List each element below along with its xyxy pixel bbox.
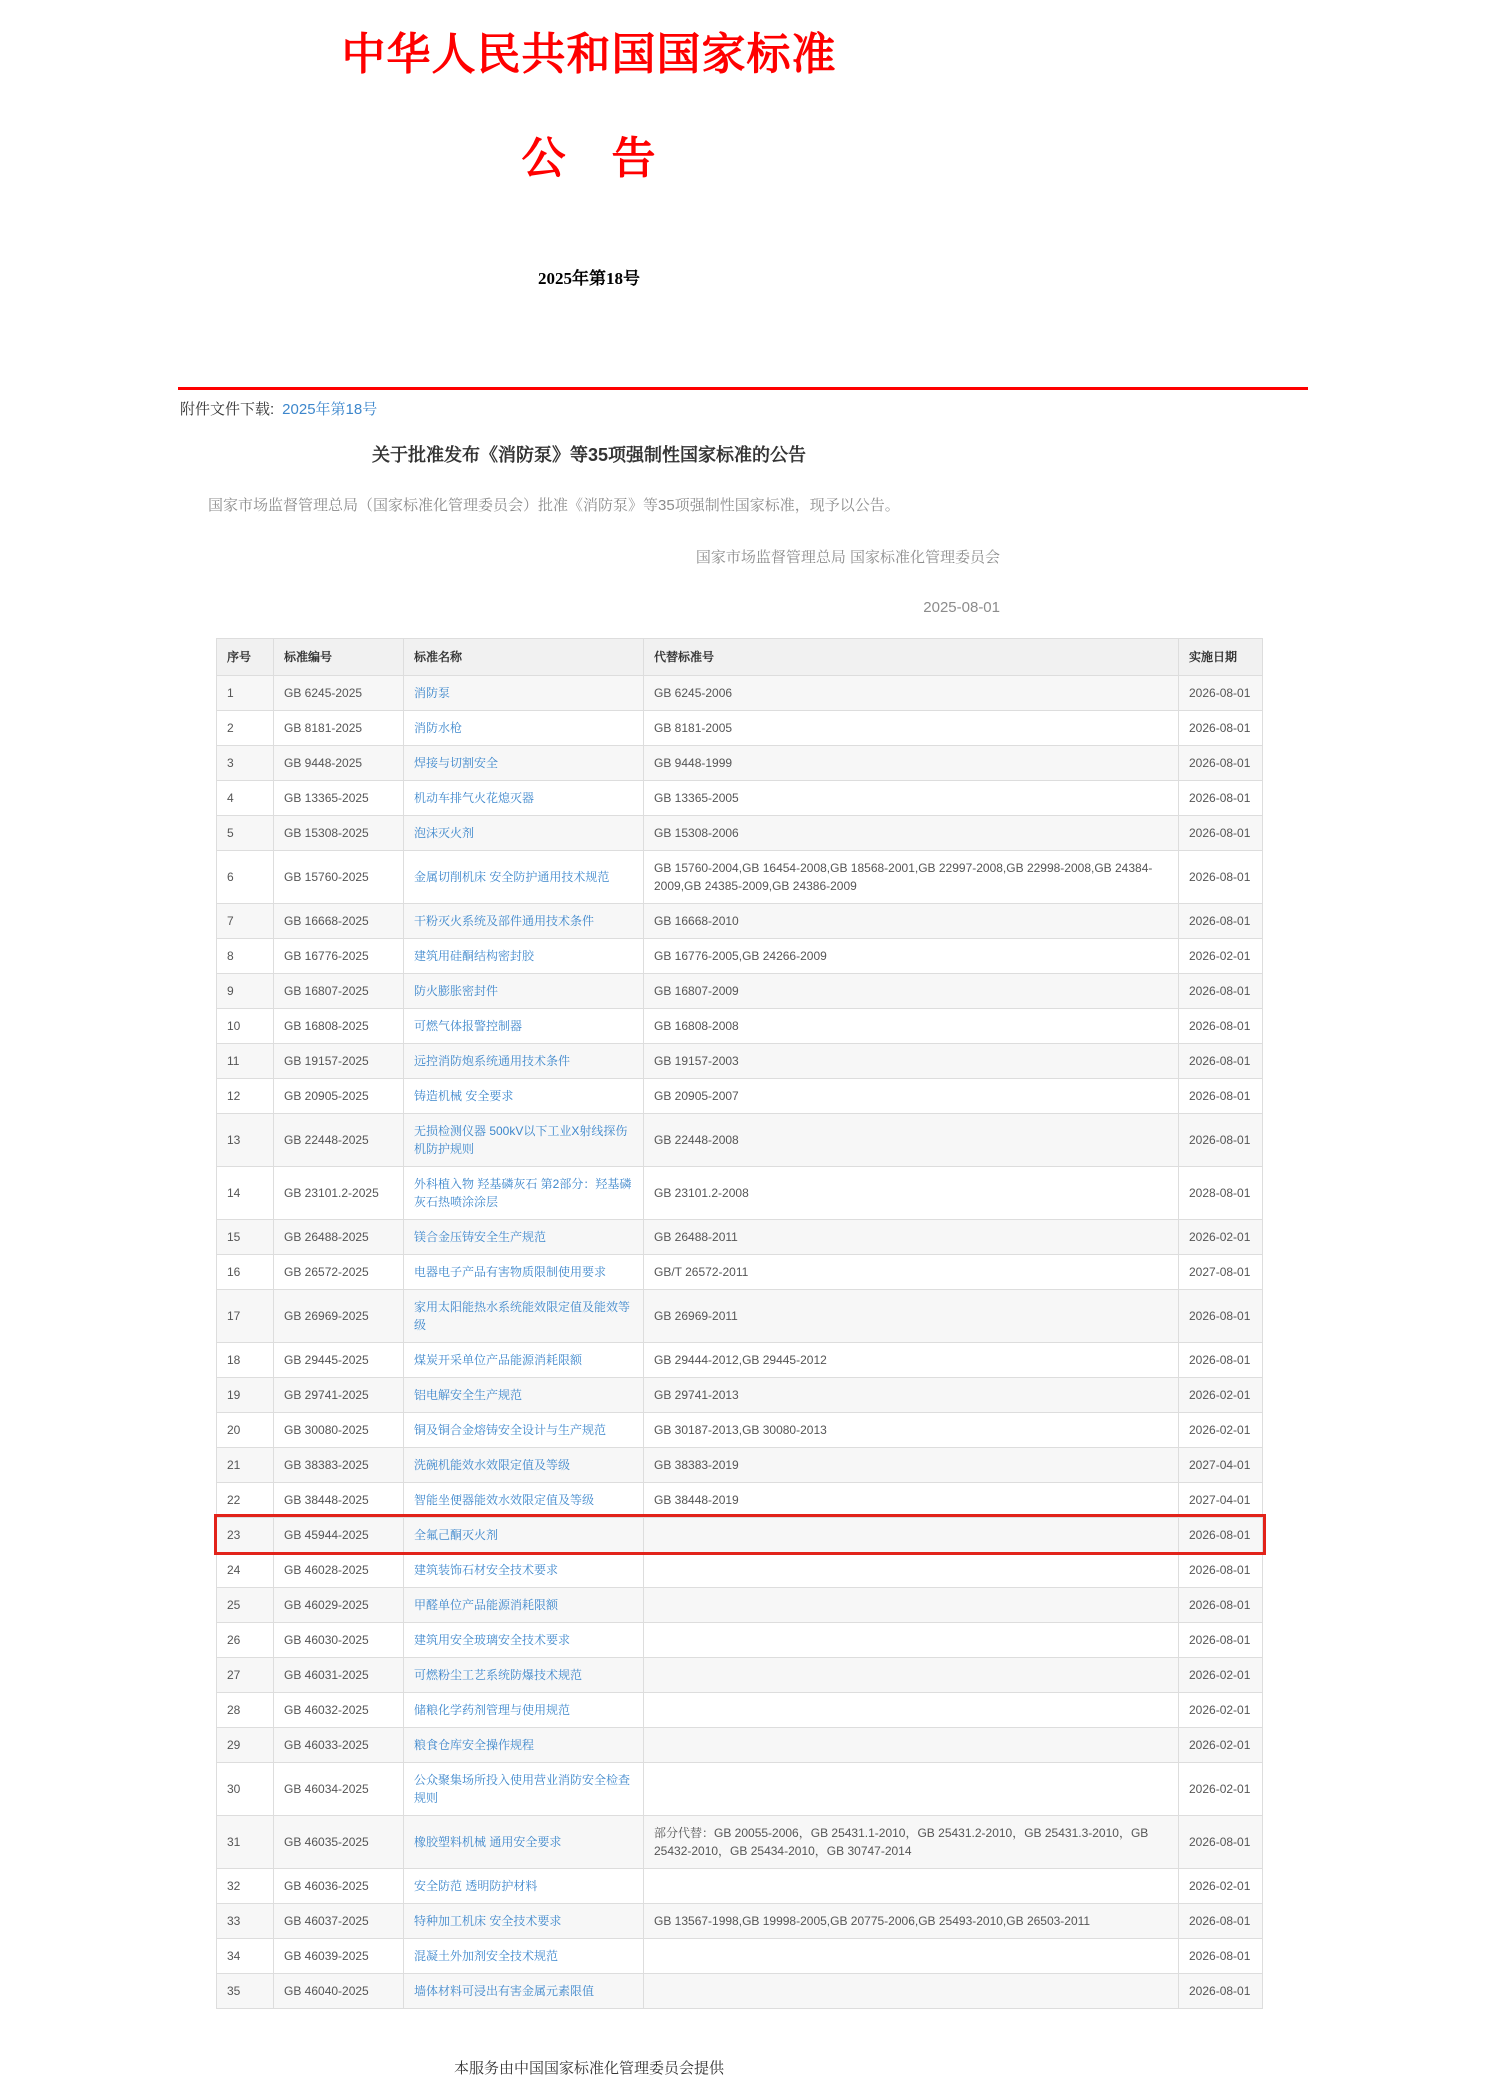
replaced-standards: GB 6245-2006 xyxy=(644,675,1179,710)
replaced-standards xyxy=(644,1552,1179,1587)
replaced-standards: GB 15760-2004,GB 16454-2008,GB 18568-2001,GB 22997-2008,GB 22998-2008,GB 24384-2009,GB 24385-2009,GB 24386-2009 xyxy=(644,850,1179,903)
standard-name-cell xyxy=(404,1447,644,1482)
standard-name-cell xyxy=(404,710,644,745)
announcement-paragraph: 国家市场监督管理总局（国家标准化管理委员会）批准《消防泵》等35项强制性国家标准，现予以公告。 xyxy=(208,497,900,514)
row-number: 23 xyxy=(217,1517,274,1552)
standard-code: GB 16808-2025 xyxy=(274,1008,404,1043)
standard-code: GB 26969-2025 xyxy=(274,1289,404,1342)
table-row xyxy=(217,938,1263,973)
replaced-standards xyxy=(644,1587,1179,1622)
implementation-date: 2026-08-01 xyxy=(1179,1622,1263,1657)
standard-name-cell xyxy=(404,1815,644,1868)
row-number: 35 xyxy=(217,1973,274,2008)
table-row xyxy=(217,1254,1263,1289)
standard-name-cell xyxy=(404,1078,644,1113)
standard-code: GB 29741-2025 xyxy=(274,1377,404,1412)
replaced-standards: GB 9448-1999 xyxy=(644,745,1179,780)
announcement-block xyxy=(178,441,1000,616)
row-number: 4 xyxy=(217,780,274,815)
standard-name-cell xyxy=(404,1412,644,1447)
standard-name-link[interactable]: 泡沫灭火剂 xyxy=(414,825,475,840)
standard-name-cell xyxy=(404,850,644,903)
row-number: 31 xyxy=(217,1815,274,1868)
replaced-standards: GB 16776-2005,GB 24266-2009 xyxy=(644,938,1179,973)
table-row xyxy=(217,1815,1263,1868)
replaced-standards: GB 29444-2012,GB 29445-2012 xyxy=(644,1342,1179,1377)
standard-code: GB 46031-2025 xyxy=(274,1657,404,1692)
row-number: 3 xyxy=(217,745,274,780)
replaced-standards: GB 16668-2010 xyxy=(644,903,1179,938)
standard-name-link[interactable]: 镁合金压铸安全生产规范 xyxy=(414,1229,547,1244)
table-row xyxy=(217,745,1263,780)
table-row xyxy=(217,1903,1263,1938)
standard-name-cell xyxy=(404,1289,644,1342)
standard-name-link[interactable]: 外科植入物 羟基磷灰石 第2部分：羟基磷灰石热喷涂涂层 xyxy=(414,1176,632,1209)
row-number: 19 xyxy=(217,1377,274,1412)
row-number: 32 xyxy=(217,1868,274,1903)
table-row xyxy=(217,1289,1263,1342)
attachment-label: 附件文件下载: xyxy=(180,401,275,418)
standard-name-cell xyxy=(404,780,644,815)
row-number: 28 xyxy=(217,1692,274,1727)
replaced-standards: GB 26488-2011 xyxy=(644,1219,1179,1254)
row-number: 34 xyxy=(217,1938,274,1973)
standard-code: GB 16776-2025 xyxy=(274,938,404,973)
replaced-standards xyxy=(644,1762,1179,1815)
standard-name-link[interactable]: 建筑用硅酮结构密封胶 xyxy=(414,948,535,963)
standard-code: GB 38383-2025 xyxy=(274,1447,404,1482)
row-number: 30 xyxy=(217,1762,274,1815)
standard-name-cell xyxy=(404,1517,644,1552)
standard-name-link[interactable]: 远控消防炮系统通用技术条件 xyxy=(414,1053,571,1068)
table-row xyxy=(217,1166,1263,1219)
replaced-standards xyxy=(644,1517,1179,1552)
implementation-date: 2026-08-01 xyxy=(1179,850,1263,903)
table-row xyxy=(217,1342,1263,1377)
implementation-date: 2026-08-01 xyxy=(1179,1552,1263,1587)
standard-name-cell xyxy=(404,745,644,780)
table-row xyxy=(217,1692,1263,1727)
implementation-date: 2028-08-01 xyxy=(1179,1166,1263,1219)
standard-code: GB 46029-2025 xyxy=(274,1587,404,1622)
table-row xyxy=(217,1938,1263,1973)
standard-code: GB 9448-2025 xyxy=(274,745,404,780)
table-row xyxy=(217,1727,1263,1762)
implementation-date: 2026-08-01 xyxy=(1179,973,1263,1008)
standard-code: GB 46039-2025 xyxy=(274,1938,404,1973)
standards-table xyxy=(216,638,1263,2009)
column-header-no: 序号 xyxy=(217,638,274,675)
implementation-date: 2026-08-01 xyxy=(1179,1078,1263,1113)
standard-name-cell xyxy=(404,973,644,1008)
standard-name-link[interactable]: 橡胶塑料机械 通用安全要求 xyxy=(414,1834,562,1849)
table-row xyxy=(217,1762,1263,1815)
row-number: 25 xyxy=(217,1587,274,1622)
footer-text: 本服务由中国国家标准化管理委员会提供 xyxy=(453,2059,724,2077)
replaced-standards: GB 15308-2006 xyxy=(644,815,1179,850)
standard-code: GB 16807-2025 xyxy=(274,973,404,1008)
standard-name-link[interactable]: 墙体材料可浸出有害金属元素限值 xyxy=(414,1983,595,1998)
replaced-standards xyxy=(644,1727,1179,1762)
standard-name-cell xyxy=(404,1377,644,1412)
replaced-standards: GB 8181-2005 xyxy=(644,710,1179,745)
publish-date: 2025-08-01 xyxy=(923,598,1000,616)
table-row xyxy=(217,1973,1263,2008)
standard-name-link[interactable]: 全氟己酮灭火剂 xyxy=(414,1527,499,1542)
table-row xyxy=(217,780,1263,815)
standard-name-cell xyxy=(404,1113,644,1166)
table-row xyxy=(217,973,1263,1008)
implementation-date: 2026-02-01 xyxy=(1179,1692,1263,1727)
table-row xyxy=(217,1008,1263,1043)
replaced-standards: GB 26969-2011 xyxy=(644,1289,1179,1342)
implementation-date: 2026-08-01 xyxy=(1179,903,1263,938)
standard-name-cell xyxy=(404,1903,644,1938)
standard-name-link[interactable]: 混凝土外加剂安全技术规范 xyxy=(414,1948,559,1963)
replaced-standards: GB 23101.2-2008 xyxy=(644,1166,1179,1219)
replaced-standards: GB 38383-2019 xyxy=(644,1447,1179,1482)
replaced-standards xyxy=(644,1657,1179,1692)
standard-name-cell xyxy=(404,938,644,973)
replaced-standards: GB 13567-1998,GB 19998-2005,GB 20775-2006,GB 25493-2010,GB 26503-2011 xyxy=(644,1903,1179,1938)
standard-code: GB 23101.2-2025 xyxy=(274,1166,404,1219)
table-row xyxy=(217,1043,1263,1078)
row-number: 15 xyxy=(217,1219,274,1254)
standards-table-body xyxy=(217,675,1263,2008)
replaced-standards: GB 30187-2013,GB 30080-2013 xyxy=(644,1412,1179,1447)
standard-name-link[interactable]: 焊接与切割安全 xyxy=(414,755,499,770)
row-number: 5 xyxy=(217,815,274,850)
table-row xyxy=(217,815,1263,850)
implementation-date: 2027-04-01 xyxy=(1179,1447,1263,1482)
replaced-standards xyxy=(644,1938,1179,1973)
standard-code: GB 46032-2025 xyxy=(274,1692,404,1727)
standard-name-cell xyxy=(404,675,644,710)
implementation-date: 2026-02-01 xyxy=(1179,1377,1263,1412)
standard-code: GB 30080-2025 xyxy=(274,1412,404,1447)
table-row xyxy=(217,903,1263,938)
replaced-standards: GB 13365-2005 xyxy=(644,780,1179,815)
replaced-standards xyxy=(644,1868,1179,1903)
table-row xyxy=(217,1517,1263,1552)
standard-code: GB 26572-2025 xyxy=(274,1254,404,1289)
standard-name-cell xyxy=(404,1043,644,1078)
standard-name-link[interactable]: 甲醛单位产品能源消耗限额 xyxy=(414,1597,559,1612)
standard-name-link[interactable]: 储粮化学药剂管理与使用规范 xyxy=(414,1702,571,1717)
table-row xyxy=(217,1377,1263,1412)
standard-name-cell xyxy=(404,1166,644,1219)
standard-code: GB 8181-2025 xyxy=(274,710,404,745)
replaced-standards: GB 16808-2008 xyxy=(644,1008,1179,1043)
table-row xyxy=(217,1482,1263,1517)
standard-name-link[interactable]: 建筑用安全玻璃安全技术要求 xyxy=(414,1632,571,1647)
standard-name-link[interactable]: 铸造机械 安全要求 xyxy=(414,1088,514,1103)
standard-name-link[interactable]: 消防泵 xyxy=(414,685,451,700)
standard-code: GB 15308-2025 xyxy=(274,815,404,850)
signature-line: 国家市场监督管理总局 国家标准化管理委员会 xyxy=(695,548,1000,566)
standard-name-cell xyxy=(404,903,644,938)
header-block xyxy=(178,0,1000,289)
standard-name-link[interactable]: 煤炭开采单位产品能源消耗限额 xyxy=(414,1352,583,1367)
standards-table-head xyxy=(217,638,1263,675)
implementation-date: 2027-08-01 xyxy=(1179,1254,1263,1289)
standard-name-link[interactable]: 粮食仓库安全操作规程 xyxy=(414,1737,535,1752)
standard-name-link[interactable]: 建筑装饰石材安全技术要求 xyxy=(414,1562,559,1577)
row-number: 33 xyxy=(217,1903,274,1938)
implementation-date: 2026-02-01 xyxy=(1179,1762,1263,1815)
implementation-date: 2026-08-01 xyxy=(1179,1043,1263,1078)
standard-name-link[interactable]: 铝电解安全生产规范 xyxy=(414,1387,523,1402)
row-number: 13 xyxy=(217,1113,274,1166)
standard-name-link[interactable]: 金属切削机床 安全防护通用技术规范 xyxy=(414,869,610,884)
table-row xyxy=(217,1622,1263,1657)
standard-code: GB 19157-2025 xyxy=(274,1043,404,1078)
row-number: 8 xyxy=(217,938,274,973)
implementation-date: 2026-08-01 xyxy=(1179,1517,1263,1552)
row-number: 10 xyxy=(217,1008,274,1043)
standard-code: GB 46037-2025 xyxy=(274,1903,404,1938)
implementation-date: 2026-08-01 xyxy=(1179,1973,1263,2008)
table-row xyxy=(217,1587,1263,1622)
standard-name-link[interactable]: 机动车排气火花熄灭器 xyxy=(414,790,535,805)
replaced-standards: GB/T 26572-2011 xyxy=(644,1254,1179,1289)
row-number: 1 xyxy=(217,675,274,710)
implementation-date: 2026-08-01 xyxy=(1179,1938,1263,1973)
table-row xyxy=(217,1219,1263,1254)
standard-name-cell xyxy=(404,1973,644,2008)
replaced-standards xyxy=(644,1692,1179,1727)
implementation-date: 2026-02-01 xyxy=(1179,938,1263,973)
implementation-date: 2026-02-01 xyxy=(1179,1868,1263,1903)
standard-name-link[interactable]: 公众聚集场所投入使用营业消防安全检查规则 xyxy=(414,1772,631,1805)
standard-code: GB 13365-2025 xyxy=(274,780,404,815)
replaced-standards: GB 19157-2003 xyxy=(644,1043,1179,1078)
replaced-standards xyxy=(644,1973,1179,2008)
column-header-replaces: 代替标准号 xyxy=(644,638,1179,675)
standard-name-cell xyxy=(404,1692,644,1727)
standard-name-cell xyxy=(404,815,644,850)
standard-name-link[interactable]: 铜及铜合金熔铸安全设计与生产规范 xyxy=(414,1422,607,1437)
implementation-date: 2026-08-01 xyxy=(1179,1903,1263,1938)
row-number: 16 xyxy=(217,1254,274,1289)
table-row xyxy=(217,1657,1263,1692)
table-row xyxy=(217,1447,1263,1482)
standard-code: GB 6245-2025 xyxy=(274,675,404,710)
row-number: 21 xyxy=(217,1447,274,1482)
standard-name-cell xyxy=(404,1657,644,1692)
standard-name-link[interactable]: 家用太阳能热水系统能效限定值及能效等级 xyxy=(414,1299,631,1332)
standard-name-link[interactable]: 防火膨胀密封件 xyxy=(414,983,499,998)
implementation-date: 2026-08-01 xyxy=(1179,1008,1263,1043)
row-number: 20 xyxy=(217,1412,274,1447)
replaced-standards xyxy=(644,1622,1179,1657)
standard-name-link[interactable]: 电器电子产品有害物质限制使用要求 xyxy=(414,1264,607,1279)
standard-name-cell xyxy=(404,1342,644,1377)
row-number: 18 xyxy=(217,1342,274,1377)
implementation-date: 2026-08-01 xyxy=(1179,1587,1263,1622)
row-number: 24 xyxy=(217,1552,274,1587)
page-title: 中华人民共和国国家标准 xyxy=(341,30,837,79)
standard-code: GB 46034-2025 xyxy=(274,1762,404,1815)
implementation-date: 2026-08-01 xyxy=(1179,710,1263,745)
standard-name-cell xyxy=(404,1219,644,1254)
replaced-standards: GB 16807-2009 xyxy=(644,973,1179,1008)
implementation-date: 2026-08-01 xyxy=(1179,815,1263,850)
table-row xyxy=(217,1868,1263,1903)
standard-code: GB 20905-2025 xyxy=(274,1078,404,1113)
standard-name-cell xyxy=(404,1762,644,1815)
implementation-date: 2026-02-01 xyxy=(1179,1219,1263,1254)
standard-name-link[interactable]: 智能坐便器能效水效限定值及等级 xyxy=(414,1492,595,1507)
table-row xyxy=(217,1078,1263,1113)
table-row xyxy=(217,710,1263,745)
standard-name-link[interactable]: 特种加工机床 安全技术要求 xyxy=(414,1913,562,1928)
row-number: 27 xyxy=(217,1657,274,1692)
standard-code: GB 38448-2025 xyxy=(274,1482,404,1517)
table-row xyxy=(217,1113,1263,1166)
issue-number: 2025年第18号 xyxy=(538,269,640,288)
standard-code: GB 45944-2025 xyxy=(274,1517,404,1552)
replaced-standards: GB 22448-2008 xyxy=(644,1113,1179,1166)
standard-code: GB 46035-2025 xyxy=(274,1815,404,1868)
standard-name-link[interactable]: 可燃粉尘工艺系统防爆技术规范 xyxy=(414,1667,583,1682)
replaced-standards: GB 29741-2013 xyxy=(644,1377,1179,1412)
standard-code: GB 22448-2025 xyxy=(274,1113,404,1166)
attachment-link[interactable]: 2025年第18号 xyxy=(282,401,378,418)
column-header-code: 标准编号 xyxy=(274,638,404,675)
standard-code: GB 46036-2025 xyxy=(274,1868,404,1903)
standard-name-link[interactable]: 洗碗机能效水效限定值及等级 xyxy=(414,1457,571,1472)
column-header-date: 实施日期 xyxy=(1179,638,1263,675)
standard-name-cell xyxy=(404,1482,644,1517)
standard-code: GB 46040-2025 xyxy=(274,1973,404,2008)
standard-code: GB 46033-2025 xyxy=(274,1727,404,1762)
standard-name-link[interactable]: 干粉灭火系统及部件通用技术条件 xyxy=(414,913,595,928)
standard-code: GB 46030-2025 xyxy=(274,1622,404,1657)
row-number: 14 xyxy=(217,1166,274,1219)
standard-name-cell xyxy=(404,1587,644,1622)
implementation-date: 2026-08-01 xyxy=(1179,780,1263,815)
row-number: 17 xyxy=(217,1289,274,1342)
standard-name-cell xyxy=(404,1727,644,1762)
row-number: 7 xyxy=(217,903,274,938)
standard-code: GB 16668-2025 xyxy=(274,903,404,938)
row-number: 6 xyxy=(217,850,274,903)
standard-code: GB 46028-2025 xyxy=(274,1552,404,1587)
implementation-date: 2027-04-01 xyxy=(1179,1482,1263,1517)
implementation-date: 2026-02-01 xyxy=(1179,1727,1263,1762)
row-number: 22 xyxy=(217,1482,274,1517)
implementation-date: 2026-08-01 xyxy=(1179,1289,1263,1342)
table-row xyxy=(217,850,1263,903)
page-content xyxy=(178,0,1308,2078)
standard-code: GB 29445-2025 xyxy=(274,1342,404,1377)
standard-code: GB 26488-2025 xyxy=(274,1219,404,1254)
row-number: 9 xyxy=(217,973,274,1008)
row-number: 11 xyxy=(217,1043,274,1078)
table-header-row xyxy=(217,638,1263,675)
standard-name-link[interactable]: 消防水枪 xyxy=(414,720,463,735)
standard-name-cell xyxy=(404,1622,644,1657)
standard-name-link[interactable]: 无损检测仪器 500kV以下工业X射线探伤机防护规则 xyxy=(414,1123,628,1156)
column-header-name: 标准名称 xyxy=(404,638,644,675)
implementation-date: 2026-02-01 xyxy=(1179,1412,1263,1447)
row-number: 2 xyxy=(217,710,274,745)
replaced-standards: GB 20905-2007 xyxy=(644,1078,1179,1113)
standard-name-cell xyxy=(404,1552,644,1587)
replaced-standards: GB 38448-2019 xyxy=(644,1482,1179,1517)
row-number: 26 xyxy=(217,1622,274,1657)
implementation-date: 2026-08-01 xyxy=(1179,1815,1263,1868)
table-row xyxy=(217,1412,1263,1447)
page-subtitle: 公 告 xyxy=(521,134,657,183)
table-row xyxy=(217,1552,1263,1587)
replaced-standards: 部分代替：GB 20055-2006，GB 25431.1-2010，GB 25431.2-2010，GB 25431.3-2010，GB 25432-2010，GB 25434-2010，GB 30747-2014 xyxy=(644,1815,1179,1868)
standard-name-cell xyxy=(404,1008,644,1043)
standard-name-link[interactable]: 可燃气体报警控制器 xyxy=(414,1018,523,1033)
implementation-date: 2026-08-01 xyxy=(1179,745,1263,780)
standard-name-cell xyxy=(404,1254,644,1289)
attachment-row xyxy=(178,390,1308,419)
implementation-date: 2026-02-01 xyxy=(1179,1657,1263,1692)
implementation-date: 2026-08-01 xyxy=(1179,675,1263,710)
implementation-date: 2026-08-01 xyxy=(1179,1113,1263,1166)
standard-name-cell xyxy=(404,1938,644,1973)
standard-name-cell xyxy=(404,1868,644,1903)
standard-name-link[interactable]: 安全防范 透明防护材料 xyxy=(414,1878,538,1893)
standard-code: GB 15760-2025 xyxy=(274,850,404,903)
row-number: 29 xyxy=(217,1727,274,1762)
table-row xyxy=(217,675,1263,710)
row-number: 12 xyxy=(217,1078,274,1113)
announcement-title: 关于批准发布《消防泵》等35项强制性国家标准的公告 xyxy=(371,445,807,465)
implementation-date: 2026-08-01 xyxy=(1179,1342,1263,1377)
